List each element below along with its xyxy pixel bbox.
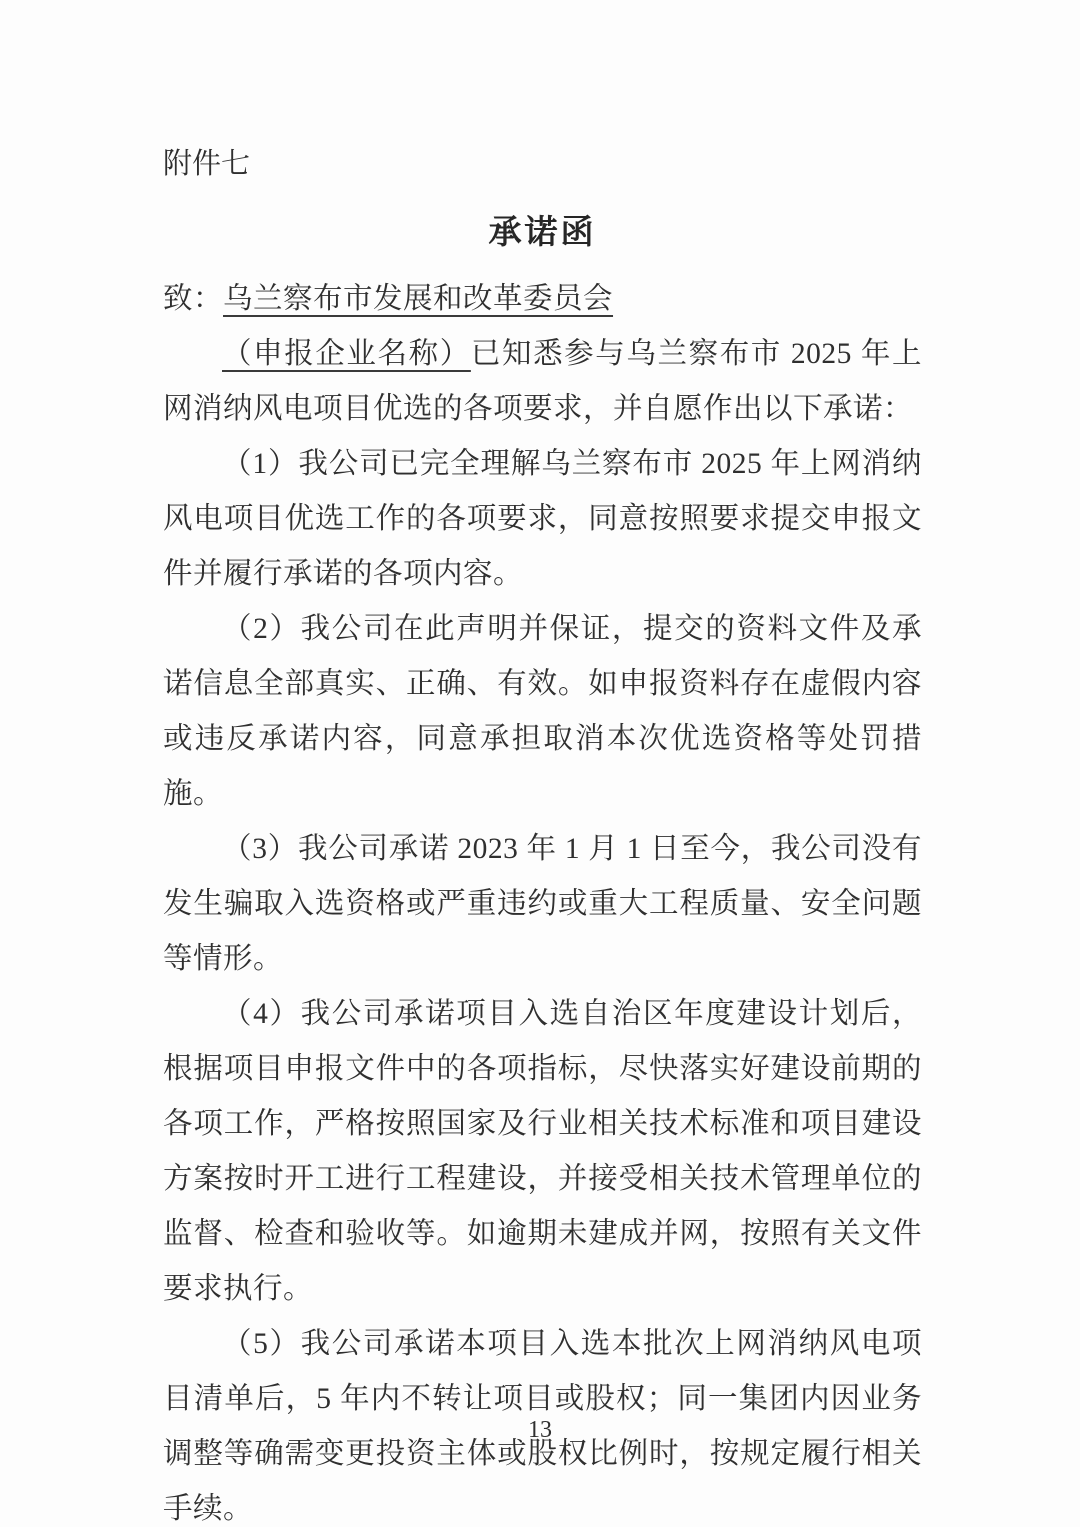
- recipient-name: 乌兰察布市发展和改革委员会: [223, 283, 614, 315]
- recipient-line: [163, 272, 922, 327]
- intro-text: 已知悉参与乌兰察布市 2025 年上网消纳风电项目优选的各项要求，并自愿作出以下承诺：: [163, 338, 922, 425]
- document-body: [163, 272, 922, 1527]
- page-footer: [0, 1415, 1080, 1445]
- applicant-name-blank: （申报企业名称）: [222, 338, 471, 370]
- commitment-item-4: （4）我公司承诺项目入选自治区年度建设计划后，根据项目申报文件中的各项指标，尽快落实好建设前期的各项工作，严格按照国家及行业相关技术标准和项目建设方案按时开工进行工程建设，并接受相关技术管理单位的监督、检查和验收等。如逾期未建成并网，按照有关文件要求执行。: [163, 998, 922, 1305]
- attachment-label: 附件七: [163, 148, 251, 180]
- intro-paragraph: [163, 327, 922, 437]
- commitment-item-2: （2）我公司在此声明并保证，提交的资料文件及承诺信息全部真实、正确、有效。如申报资料存在虚假内容或违反承诺内容，同意承担取消本次优选资格等处罚措施。: [163, 613, 922, 810]
- page-title: 承诺函: [488, 213, 597, 250]
- commitment-item-3: （3）我公司承诺 2023 年 1 月 1 日至今，我公司没有发生骗取入选资格或严重违约或重大工程质量、安全问题等情形。: [163, 833, 922, 975]
- commitment-item-1: （1）我公司已完全理解乌兰察布市 2025 年上网消纳风电项目优选工作的各项要求，同意按照要求提交申报文件并履行承诺的各项内容。: [163, 448, 922, 590]
- commitment-item-5: （5）我公司承诺本项目入选本批次上网消纳风电项目清单后，5 年内不转让项目或股权；同一集团内因业务调整等确需变更投资主体或股权比例时，按规定履行相关手续。: [163, 1328, 922, 1525]
- page-number: 13: [528, 1417, 552, 1443]
- recipient-prefix: 致：: [163, 283, 224, 315]
